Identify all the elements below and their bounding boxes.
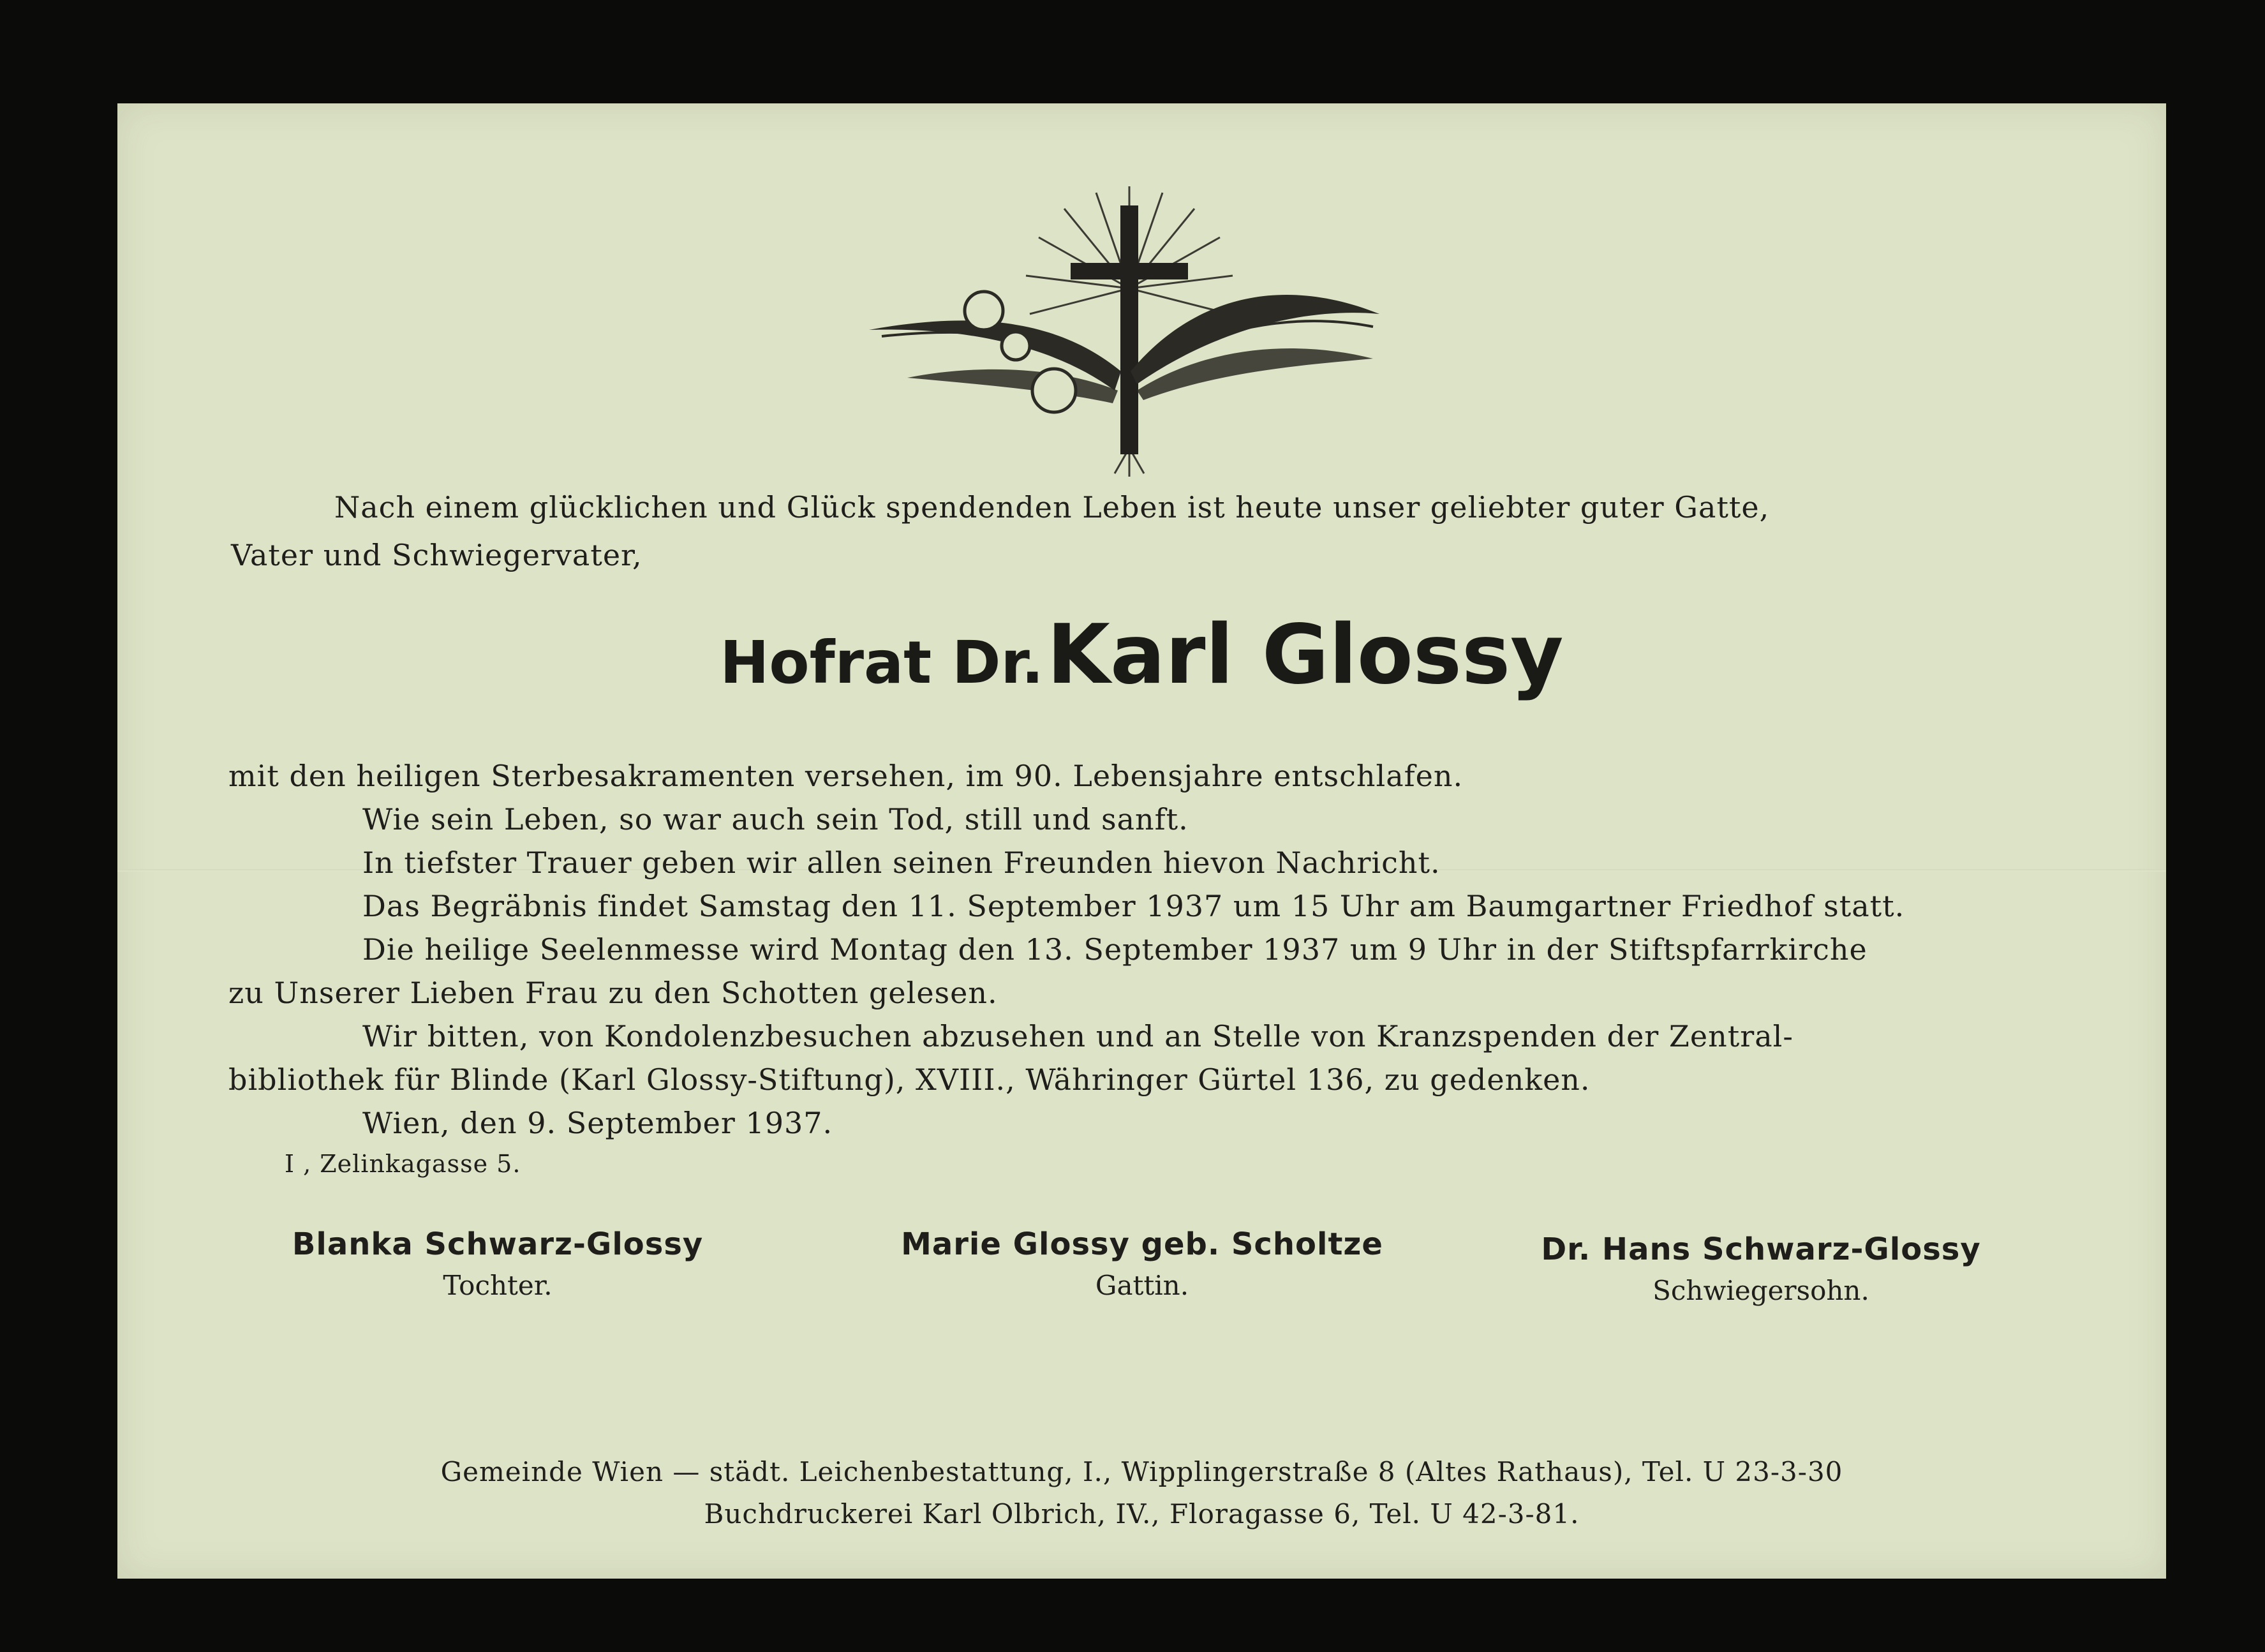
signatory-role: Tochter.: [443, 1270, 553, 1301]
deceased-name: [117, 607, 2166, 703]
paragraph-4: Das Begräbnis findet Samstag den 11. September 1937 um 15 Uhr am Baumgartner Friedhof statt.: [362, 889, 1905, 923]
footer-line-2: Buchdruckerei Karl Olbrich, IV., Floragasse 6, Tel. U 42-3-81.: [704, 1498, 1580, 1529]
signatory-role: Schwiegersohn.: [1652, 1275, 1869, 1306]
paragraph-3: In tiefster Trauer geben wir allen seinen Freunden hievon Nachricht.: [362, 845, 1441, 880]
intro-line-2: Vater und Schwiegervater,: [231, 538, 642, 572]
address-line: I , Zelinkagasse 5.: [285, 1150, 521, 1178]
signatory-role: Gattin.: [1095, 1270, 1189, 1301]
footer-line-1: Gemeinde Wien — städt. Leichenbestattung, I., Wipplingerstraße 8 (Altes Rathaus), Tel. U 23-3-30: [440, 1456, 1843, 1487]
signatory-name: Marie Glossy geb. Scholtze: [901, 1226, 1383, 1262]
paragraph-6a: Wir bitten, von Kondolenzbesuchen abzusehen und an Stelle von Kranzspenden der Zentral-: [362, 1019, 1793, 1053]
signatory-2: [855, 1226, 1429, 1301]
signatory-3: [1474, 1232, 2048, 1306]
date-line: Wien, den 9. September 1937.: [362, 1106, 833, 1140]
deceased-fullname: Karl Glossy: [1046, 607, 1564, 703]
paragraph-5b: zu Unserer Lieben Frau zu den Schotten gelesen.: [228, 976, 998, 1010]
paragraph-2: Wie sein Leben, so war auch sein Tod, still und sanft.: [362, 802, 1189, 837]
paragraph-1: mit den heiligen Sterbesakramenten versehen, im 90. Lebensjahre entschlafen.: [228, 759, 1464, 793]
intro-line-1: [334, 490, 2039, 525]
signatory-name: Blanka Schwarz-Glossy: [292, 1226, 704, 1262]
deceased-title: Hofrat Dr.: [720, 629, 1044, 697]
cross-palm-emblem: [863, 180, 1392, 480]
signatory-1: [211, 1226, 785, 1301]
obituary-card: [117, 103, 2166, 1579]
intro-text-1: Nach einem glücklichen und Glück spendenden Leben ist heute unser geliebter guter Gatte,: [334, 490, 1770, 525]
paragraph-6b: bibliothek für Blinde (Karl Glossy-Stiftung), XVIII., Währinger Gürtel 136, zu gedenken.: [228, 1062, 1591, 1097]
paragraph-5a: Die heilige Seelenmesse wird Montag den 13. September 1937 um 9 Uhr in der Stiftspfarrkirche: [362, 932, 1868, 967]
signatory-name: Dr. Hans Schwarz-Glossy: [1541, 1232, 1981, 1267]
